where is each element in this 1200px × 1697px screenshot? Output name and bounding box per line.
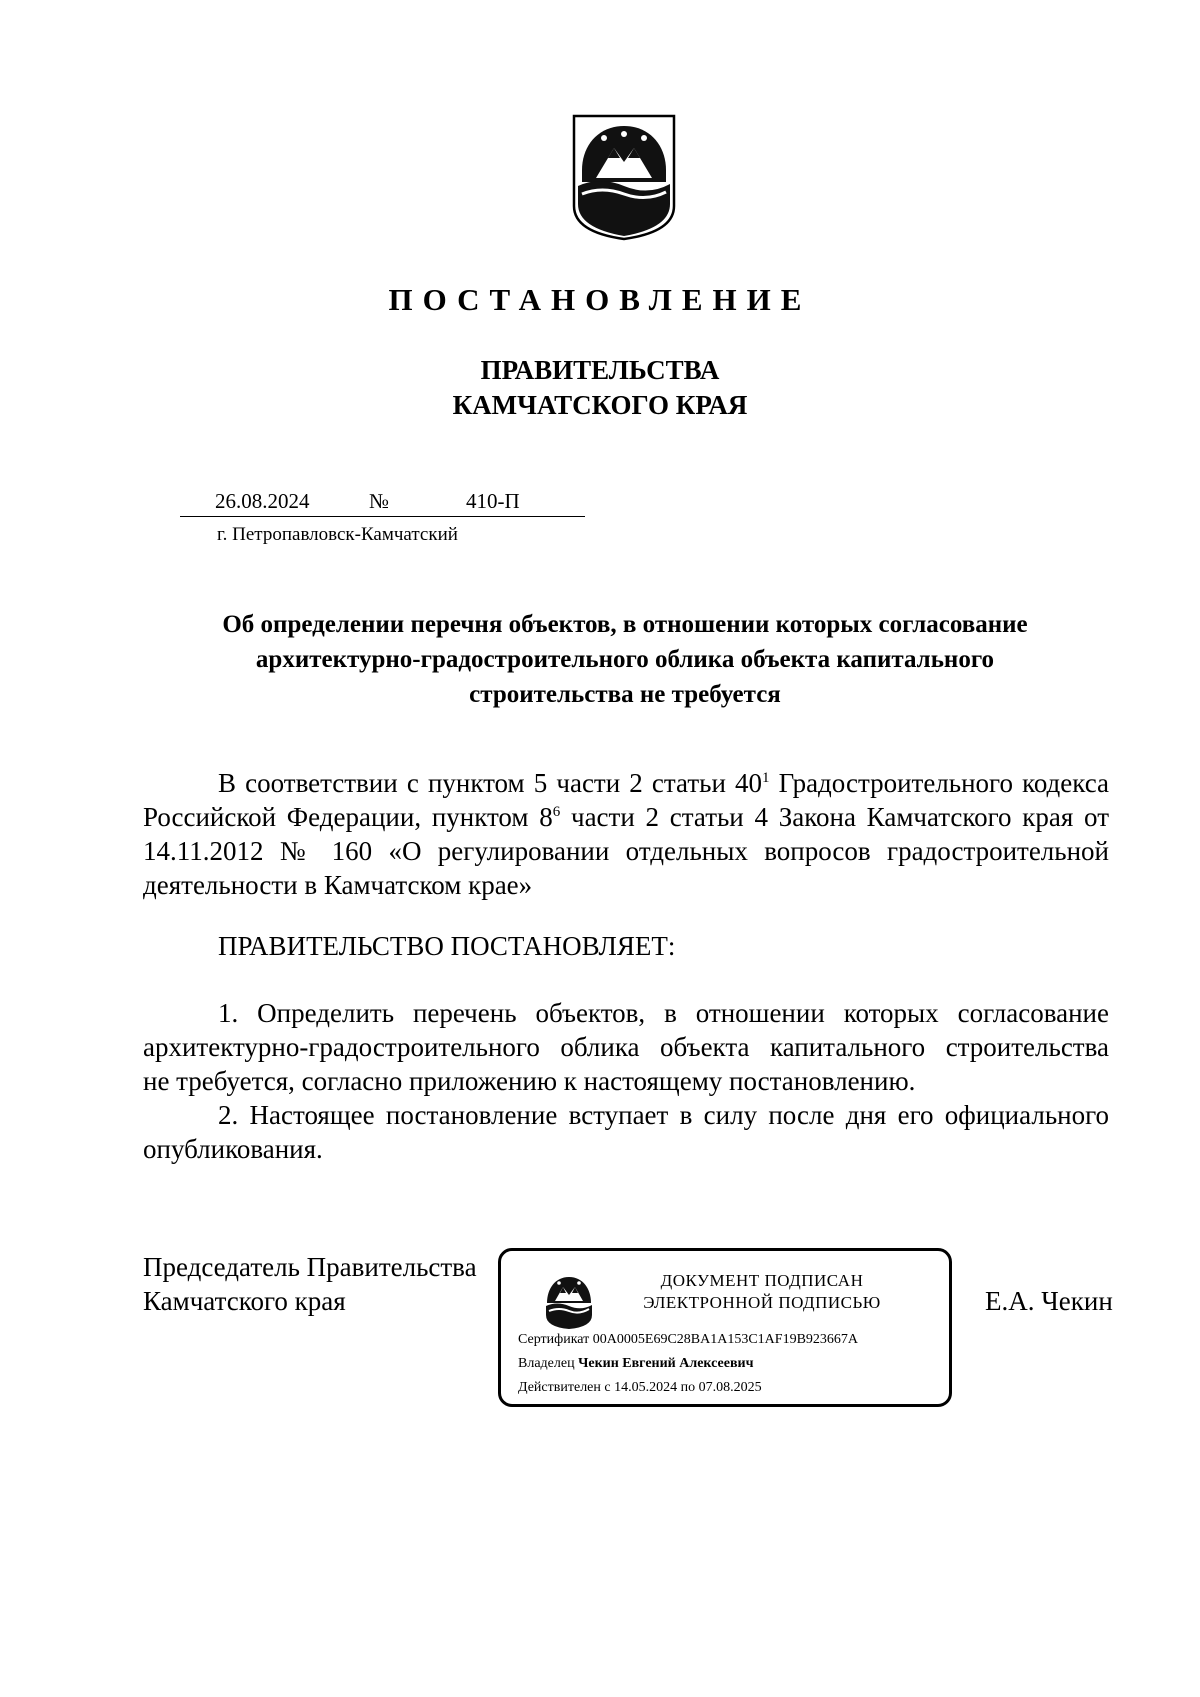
- coat-of-arms-icon: [570, 112, 678, 242]
- electronic-signature-stamp: [498, 1248, 952, 1407]
- valid-to-label: по: [680, 1380, 696, 1395]
- certificate-value: 00A0005E69C28BA1A153C1AF19B923667A: [592, 1332, 859, 1347]
- preamble-line-2: [143, 800, 1109, 834]
- preamble-line-4: деятельности в Камчатском крае»: [143, 870, 533, 900]
- stamp-owner: [518, 1356, 753, 1372]
- owner-value: Чекин Евгений Алексеевич: [578, 1356, 754, 1371]
- item-1-line-3: не требуется, согласно приложению к настоящему постановлению.: [143, 1066, 916, 1096]
- signer-position-line-2: Камчатского края: [143, 1286, 346, 1316]
- stamp-emblem-icon: [543, 1273, 595, 1331]
- owner-label: Владелец: [518, 1356, 575, 1371]
- document-number: 410-П: [466, 489, 520, 513]
- preamble-line-2-text: Российской Федерации, пунктом 8: [143, 802, 553, 832]
- item-2-line-2: опубликования.: [143, 1134, 323, 1164]
- item-2-line-1: 2. Настоящее постановление вступает в силу после дня его официального: [218, 1100, 1109, 1130]
- valid-from: 14.05.2024: [614, 1380, 678, 1395]
- item-1-line-1: 1. Определить перечень объектов, в отношении которых согласование: [218, 998, 1109, 1028]
- preamble-line-1-text: В соответствии с пунктом 5 части 2 статьи 40: [218, 768, 763, 798]
- subject-line-2: архитектурно-градостроительного облика объекта капитального: [255, 646, 995, 673]
- subject-line-1: Об определении перечня объектов, в отношении которых согласование: [222, 611, 1028, 638]
- preamble-line-1-rest: Градостроительного кодекса: [769, 768, 1110, 798]
- valid-to: 07.08.2025: [698, 1380, 762, 1395]
- item-1-line-2: архитектурно-градостроительного облика объекта капитального строительства: [143, 1032, 1109, 1062]
- preamble-line-2-rest: части 2 статьи 4 Закона Камчатского края от: [560, 802, 1109, 832]
- stamp-title-line-2: ЭЛЕКТРОННОЙ ПОДПИСЬЮ: [643, 1293, 881, 1312]
- superscript-6: 6: [552, 804, 561, 820]
- document-date: 26.08.2024: [215, 489, 310, 513]
- certificate-label: Сертификат: [518, 1332, 590, 1347]
- document-type-title: ПОСТАНОВЛЕНИЕ: [388, 282, 812, 317]
- subject-line-3: строительства не требуется: [469, 681, 781, 708]
- number-sign: №: [369, 489, 390, 513]
- stamp-certificate: [518, 1332, 858, 1348]
- decree-statement: ПРАВИТЕЛЬСТВО ПОСТАНОВЛЯЕТ:: [218, 931, 676, 961]
- superscript-1: 1: [762, 770, 770, 786]
- stamp-validity: [518, 1380, 762, 1396]
- stamp-title-line-1: ДОКУМЕНТ ПОДПИСАН: [660, 1271, 864, 1290]
- preamble-line-1: [218, 766, 1109, 800]
- valid-label: Действителен с: [518, 1380, 611, 1395]
- preamble-line-3: 14.11.2012 № 160 «О регулировании отдельных вопросов градостроительной: [143, 836, 1109, 866]
- issuer-line-2: КАМЧАТСКОГО КРАЯ: [452, 390, 748, 420]
- issuer-line-1: ПРАВИТЕЛЬСТВА: [480, 355, 720, 385]
- signer-name: Е.А. Чекин: [985, 1286, 1113, 1316]
- signer-position-line-1: Председатель Правительства: [143, 1252, 477, 1282]
- date-number-underline: [180, 516, 585, 517]
- issue-city: г. Петропавловск-Камчатский: [217, 524, 458, 545]
